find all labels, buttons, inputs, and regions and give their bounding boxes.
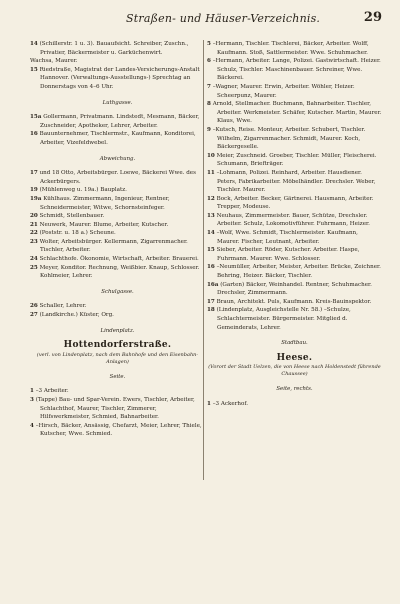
directory-entry xyxy=(30,40,205,57)
section-heading: Seite, rechts. xyxy=(276,386,313,393)
entry-text: (Schillerstr. 1 u. 3). Bauaufsicht. Schreiber, Zuschn., Privatier, Bäckermeister u. Garküchenwirt. xyxy=(39,41,189,56)
entry-text: (Garten) Bäcker, Weinhandel. Rentner, Schuhmacher. Drechsler, Zimmermann. xyxy=(217,281,372,297)
directory-entry xyxy=(30,311,205,320)
house-number: 3 xyxy=(30,397,34,403)
directory-entry xyxy=(30,195,205,212)
street-title: Heese. xyxy=(276,352,313,363)
directory-entry xyxy=(30,264,205,281)
directory-entry xyxy=(207,169,382,195)
directory-entry xyxy=(207,281,382,298)
house-number: 20 xyxy=(30,213,38,220)
entry-text: Wachsa, Maurer. xyxy=(30,58,78,65)
entry-text: –3 Arbeiter. xyxy=(35,388,69,395)
directory-entry xyxy=(30,302,205,311)
directory-entry xyxy=(30,422,205,439)
directory-entry xyxy=(30,387,205,396)
right-column xyxy=(207,40,382,409)
directory-entry xyxy=(207,263,382,280)
entry-list xyxy=(30,113,205,147)
entry-text: (Lindenplatz, Ausgleichstelle Nr. 58.) –Schulze, Schlachtermeister. Bürgermeister. Mitglied d. Gemeinderats, Lehrer. xyxy=(216,307,351,331)
entry-list xyxy=(30,169,205,281)
entry-text: –Hermann, Arbeiter. Lange, Polizei. Gastwirtschaft. Heizer. Schulz, Tischler. Maschinenbauer. Schreiner, Wwe. Bäckerei. xyxy=(212,58,381,82)
house-number: 16a xyxy=(207,281,219,288)
directory-entry xyxy=(30,396,205,422)
directory-entry xyxy=(207,40,382,57)
entry-text: Braun, Architekt. Puls, Kaufmann. Kreis-Bauinspektor. xyxy=(216,298,372,305)
directory-entry xyxy=(207,83,382,100)
entry-text: Neuwerk, Maurer. Blume, Arbeiter, Kutscher. xyxy=(39,221,169,228)
section-heading: Lindenplatz. xyxy=(100,327,135,334)
entry-text: –Kutsch, Reise. Monteur, Arbeiter. Schubert, Tischler. Wilhelm, Zigarrenmacher. Schmidt, Maurer. Koch, Bäckergeselle. xyxy=(212,126,366,151)
directory-entry xyxy=(30,221,205,230)
house-number: 9 xyxy=(207,126,211,133)
section-heading: Abweichung. xyxy=(99,155,136,162)
entry-text: Meier, Zuschneid. Groeber, Tischler. Müller, Fleischerei. Schumann, Briefträger. xyxy=(216,152,377,168)
entry-text: –Wagner, Maurer. Erwin, Arbeiter. Wöhler, Heizer. Scheerpunz, Maurer. xyxy=(212,83,355,99)
house-number: 19 xyxy=(30,187,38,194)
entry-text: Sieber, Arbeiter. Röder, Kutscher. Arbeiter. Haspe, Fuhrmann. Maurer. Wwe. Schlosser. xyxy=(216,247,360,262)
entry-text: (Landkirche.) Küster, Org. xyxy=(39,312,114,319)
directory-entry xyxy=(207,152,382,169)
house-number: 24 xyxy=(30,256,38,263)
entry-list xyxy=(30,302,205,319)
house-number: 17 xyxy=(207,298,215,305)
left-column xyxy=(30,40,205,439)
entry-text: –Lohmann, Polizei. Reinhard, Arbeiter. Hausdiener. Peters, Fabrikarbeiter. Möbelhändler. Drechsler. Weber, Tischler. Maurer. xyxy=(216,169,376,194)
house-number: 21 xyxy=(30,221,38,228)
directory-entry xyxy=(30,57,205,66)
entry-text: Riedstraße, Magistrat der Landes-Versicherungs-Anstalt Hannover. (Verwaltungs-Ausstellungs-) Sprechtag an Donnerstags von 4–6 Uhr. xyxy=(39,66,200,90)
house-number: 18 xyxy=(207,307,215,314)
directory-entry xyxy=(30,212,205,221)
entry-list xyxy=(30,387,205,439)
entry-text: (Tappe) Bau- und Spar-Verein. Ewers, Tischler, Arbeiter, Schlachthof, Maurer, Tischler, Zimmerer, Hilfswerkmeister, Schmied, Bahnarbeiter. xyxy=(35,397,195,421)
house-number: 15 xyxy=(207,247,215,254)
house-number: 12 xyxy=(207,195,215,202)
entry-text: Bauunternehmer, Tischlermstr., Kaufmann, Konditorei, Arbeiter, Vizefeldwebel. xyxy=(39,131,196,146)
entry-text: Wolter, Arbeitsbürger. Kellermann, Zigarrenmacher. Tischler, Arbeiter. xyxy=(39,238,188,254)
entry-text: –Wolf, Wwe. Schmidt, Tischlermeister. Kaufmann, Maurer. Fischer, Leutnant, Arbeiter. xyxy=(216,230,358,245)
house-number: 16 xyxy=(30,131,38,138)
house-number: 10 xyxy=(207,152,215,159)
house-number: 25 xyxy=(30,264,38,271)
entry-text: –Hermann, Tischler. Tischlerei, Bäcker, Arbeiter. Wolff, Kaufmann. Stoß, Sattlermeister. Wwe. Schuhmacher. xyxy=(212,41,369,56)
house-number: 5 xyxy=(207,41,211,47)
section-heading: Stadtbau. xyxy=(281,340,308,347)
house-number: 15 xyxy=(30,66,38,73)
entry-text: Neuhaus, Zimmermeister. Bauer, Schütze, Drechsler. Arbeiter. Schulz, Lokomotivführer. Fuhrmann, Heizer. xyxy=(216,212,370,228)
street-note: (verl. von Lindenplatz, nach dem Bahnhofe und den Eisenbahn-Anlagen) xyxy=(36,351,199,365)
directory-entry xyxy=(207,400,382,409)
entry-text: –Neumüller, Arbeiter, Meister, Arbeiter. Brücke, Zeichner. Behring, Heizer. Bäcker, Tischler. xyxy=(216,264,381,280)
house-number: 26 xyxy=(30,303,38,310)
house-number: 15a xyxy=(30,114,42,121)
directory-entry xyxy=(207,306,382,332)
entry-text: –3 Ackerhof. xyxy=(212,400,248,407)
directory-entry xyxy=(207,195,382,212)
house-number: 11 xyxy=(207,169,215,176)
directory-entry xyxy=(30,255,205,264)
directory-entry xyxy=(30,66,205,92)
street-title: Hottendorferstraße. xyxy=(63,340,172,351)
running-title: Straßen- und Häuser-Verzeichnis. xyxy=(126,12,321,25)
house-number: 16 xyxy=(207,264,215,271)
directory-entry xyxy=(207,298,382,307)
house-number: 14 xyxy=(207,230,215,237)
entry-text: Meyer, Konditor. Rechnung, Weißbier. Knaup, Schlosser. Kohlmeier, Lehrer. xyxy=(39,264,200,280)
entry-text: Schaller, Lehrer. xyxy=(39,303,87,310)
section-heading: Luthgasse. xyxy=(102,99,133,106)
page-number: 29 xyxy=(363,10,382,25)
house-number: 27 xyxy=(30,312,38,319)
entry-list xyxy=(207,400,382,409)
entry-text: Schmidt, Stellenbauer. xyxy=(39,213,105,220)
entry-text: (Poststr. u. 18 a.) Scheune. xyxy=(39,230,116,237)
entry-text: Arnold, Stellmacher. Buchmann, Bahnarbeiter. Tischler, Arbeiter. Werkmeister. Schäfer, Kutscher. Martin, Maurer. Klaus, Wwe. xyxy=(212,101,382,125)
entry-text: (Mühlenweg u. 19a.) Bauplatz. xyxy=(39,187,127,194)
entry-text: Kühlhaus. Zimmermann, Ingenieur, Rentner, Schneidermeister, Witwe, Schornsteinfeger. xyxy=(40,195,170,211)
section-heading: Seite. xyxy=(109,373,126,380)
house-number: 8 xyxy=(207,101,211,108)
house-number: 1 xyxy=(30,388,34,395)
house-number: 19a xyxy=(30,195,42,202)
section-heading: Schulgasse. xyxy=(101,288,134,295)
house-number: 17 xyxy=(30,170,38,177)
entry-list xyxy=(207,40,382,332)
directory-entry xyxy=(207,100,382,126)
house-number: 6 xyxy=(207,58,211,65)
entry-text: Schlachthofe. Ökonomie, Wirtschaft, Arbeiter. Brauerei. xyxy=(39,256,199,263)
directory-entry xyxy=(207,246,382,263)
entry-text: –Hirsch, Bäcker, Ansässig, Chefarzt, Meier, Lehrer, Thiele, Kutscher, Wwe. Schmied. xyxy=(35,422,202,438)
directory-entry xyxy=(207,126,382,152)
directory-entry xyxy=(207,212,382,229)
directory-entry xyxy=(30,169,205,186)
house-number: 23 xyxy=(30,238,38,245)
page-header xyxy=(30,10,388,30)
house-number: 7 xyxy=(207,83,211,90)
house-number: 1 xyxy=(207,400,211,407)
house-number: 4 xyxy=(30,422,34,429)
house-number: 13 xyxy=(207,212,215,219)
entry-list xyxy=(30,40,205,92)
directory-entry xyxy=(30,113,205,130)
directory-entry xyxy=(207,57,382,83)
directory-entry xyxy=(30,130,205,147)
house-number: 22 xyxy=(30,230,38,237)
entry-text: und 18 Otto, Arbeitsbürger. Loewe, Bäckerei Wwe. des Ackerbürgers. xyxy=(39,170,196,185)
directory-entry xyxy=(30,186,205,195)
entry-text: Bock, Arbeiter. Becker, Gärtnerei. Hausmann, Arbeiter. Trepper, Modeuse. xyxy=(216,195,374,211)
directory-entry xyxy=(30,229,205,238)
house-number: 14 xyxy=(30,41,38,47)
directory-entry xyxy=(207,229,382,246)
entry-text: Gollermann, Privatmann. Lindstedt, Mesmann, Bäcker, Zuschneider, Apotheker, Lehrer, Arbeiter. xyxy=(40,114,200,129)
directory-entry xyxy=(30,238,205,255)
street-note: (Vorort der Stadt Uelzen, die von Heese nach Holdenstedt führende Chaussee) xyxy=(208,364,381,378)
